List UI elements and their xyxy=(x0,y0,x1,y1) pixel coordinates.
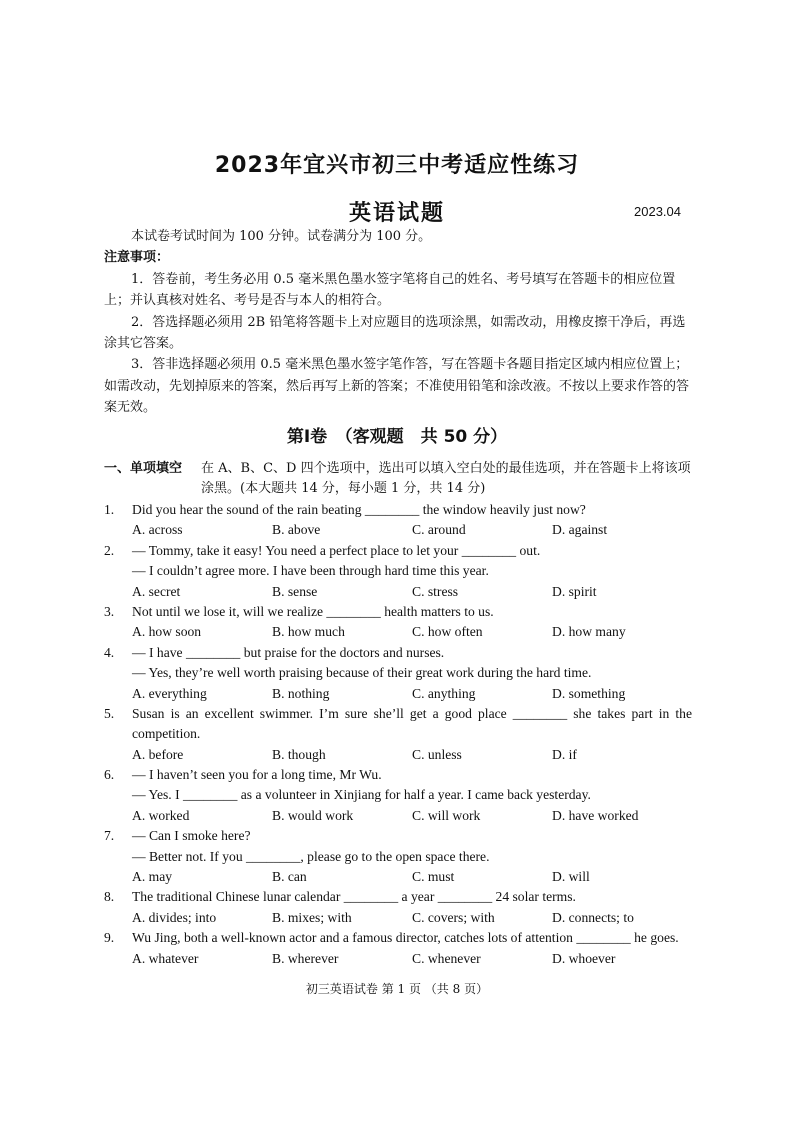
question-6-text: — Yes. I ________ as a volunteer in Xinjiang for half a year. I came back yesterday. xyxy=(132,787,591,803)
question-3-line-1 xyxy=(104,602,696,622)
question-6-number: 6. xyxy=(104,767,115,783)
question-2-text: — Tommy, take it easy! You need a perfect place to let your ________ out. xyxy=(132,542,541,558)
question-8-options xyxy=(104,908,696,928)
question-5-line-1 xyxy=(104,704,696,724)
question-5-text: competition. xyxy=(132,726,201,742)
question-4-number: 4. xyxy=(104,644,115,660)
question-5-line-2 xyxy=(104,724,696,744)
question-6-line-1 xyxy=(104,765,696,785)
question-1-text: Did you hear the sound of the rain beating ________ the window heavily just now? xyxy=(132,502,586,517)
duration-line: 本试卷考试时间为 100 分钟。试卷满分为 100 分。 xyxy=(131,229,432,244)
question-5-option-c: C. unless xyxy=(412,746,462,762)
question-8-option-b: B. mixes; with xyxy=(272,909,352,925)
question-5-number: 5. xyxy=(104,705,115,721)
question-2-line-1 xyxy=(104,541,696,561)
question-4-options xyxy=(104,684,696,704)
question-2-number: 2. xyxy=(104,542,115,558)
question-9-number: 9. xyxy=(104,930,115,946)
question-7-option-d: D. will xyxy=(552,869,590,885)
page-footer: 初三英语试卷 第 1 页 （共 8 页） xyxy=(305,982,489,996)
exam-subtitle: 英语试题 xyxy=(348,201,445,226)
question-3-option-d: D. how many xyxy=(552,624,626,640)
question-5-options xyxy=(104,745,696,765)
question-7-options xyxy=(104,867,696,887)
question-1-line-1 xyxy=(104,500,696,520)
question-9-option-a: A. whatever xyxy=(132,950,199,966)
question-6-option-d: D. have worked xyxy=(552,807,639,823)
question-5-option-d: D. if xyxy=(552,746,577,762)
question-3-option-a: A. how soon xyxy=(132,624,202,640)
question-9-text: Wu Jing, both a well-known actor and a famous director, catches lots of attention ________ he goes. xyxy=(132,930,679,946)
question-2-line-2 xyxy=(104,561,696,581)
question-1-option-d: D. against xyxy=(552,522,608,538)
question-7-option-b: B. can xyxy=(272,869,307,885)
question-8-option-a: A. divides; into xyxy=(132,909,217,925)
question-4-option-c: C. anything xyxy=(412,685,476,701)
question-1-option-a: A. across xyxy=(132,522,183,538)
exam-title: 2023年宜兴市初三中考适应性练习 xyxy=(214,153,580,178)
notice-heading: 注意事项： xyxy=(104,250,170,266)
question-7-option-a: A. may xyxy=(132,869,173,885)
question-3-text: Not until we lose it, will we realize ________ health matters to us. xyxy=(132,603,494,619)
question-4-line-1 xyxy=(104,643,696,663)
question-4-text: — Yes, they’re well worth praising because of their great work during the hard time. xyxy=(132,665,592,681)
question-9-option-b: B. wherever xyxy=(272,950,339,966)
question-9-line-1 xyxy=(104,928,696,948)
question-7-text: — Can I smoke here? xyxy=(132,828,251,844)
question-list xyxy=(104,500,696,969)
notice-item-1: 1．答卷前，考生务必用 0.5 毫米黑色墨水签字笔将自己的姓名、考号填写在答题卡的相应位置上；并认真核对姓名、考号是否与本人的相符合。 xyxy=(104,271,676,309)
question-6-option-c: C. will work xyxy=(412,807,481,823)
question-5-text: Susan is an excellent swimmer. I’m sure she’ll get a good place ________ she takes part in the xyxy=(132,705,692,721)
question-6-text: — I haven’t seen you for a long time, Mr Wu. xyxy=(132,767,382,783)
question-7-number: 7. xyxy=(104,828,115,844)
question-3-option-c: C. how often xyxy=(412,624,483,640)
question-1-option-b: B. above xyxy=(272,522,321,538)
question-2-option-c: C. stress xyxy=(412,583,459,599)
question-8-line-1 xyxy=(104,887,696,907)
question-7-option-c: C. must xyxy=(412,869,455,885)
question-7-text: — Better not. If you ________, please go to the open space there. xyxy=(132,848,490,864)
question-5-option-b: B. though xyxy=(272,746,326,762)
question-8-number: 8. xyxy=(104,889,115,905)
question-1-option-c: C. around xyxy=(412,522,466,538)
question-1-number: 1. xyxy=(104,502,115,517)
question-2-text: — I couldn’t agree more. I have been through hard time this year. xyxy=(132,563,489,579)
question-3-options xyxy=(104,622,696,642)
question-7-line-1 xyxy=(104,826,696,846)
section-title: 第Ⅰ卷 （客观题 共 50 分） xyxy=(286,427,508,447)
question-2-option-b: B. sense xyxy=(272,583,318,599)
question-2-options xyxy=(104,582,696,602)
notice-item-3: 3．答非选择题必须用 0.5 毫米黑色墨水签字笔作答，写在答题卡各题目指定区域内相应位置上；如需改动，先划掉原来的答案，然后再写上新的答案；不准使用铅笔和涂改液。不按以上要求作答的答案无效。 xyxy=(104,357,690,416)
question-4-option-a: A. everything xyxy=(132,685,207,701)
question-4-option-d: D. something xyxy=(552,685,626,701)
notice-item-2: 2．答选择题必须用 2B 铅笔将答题卡上对应题目的选项涂黑，如需改动，用橡皮擦干净后，再选涂其它答案。 xyxy=(104,314,686,352)
question-2-option-d: D. spirit xyxy=(552,583,597,599)
question-1-options xyxy=(104,520,696,540)
question-3-number: 3. xyxy=(104,603,115,619)
question-9-option-c: C. whenever xyxy=(412,950,481,966)
question-2-option-a: A. secret xyxy=(132,583,181,599)
question-4-option-b: B. nothing xyxy=(272,685,330,701)
question-5-option-a: A. before xyxy=(132,746,184,762)
exam-instructions xyxy=(104,226,694,419)
part-instruction: 在 A、B、C、D 四个选项中，选出可以填入空白处的最佳选项，并在答题卡上将该项涂黑。(本大题共 14 分，每小题 1 分，共 14 分) xyxy=(201,461,691,496)
question-8-option-c: C. covers; with xyxy=(412,909,495,925)
part-label: 一、单项填空 xyxy=(104,461,183,476)
question-6-line-2 xyxy=(104,785,696,805)
question-4-text: — I have ________ but praise for the doctors and nurses. xyxy=(132,644,445,660)
question-8-option-d: D. connects; to xyxy=(552,909,634,925)
question-6-options xyxy=(104,806,696,826)
question-6-option-b: B. would work xyxy=(272,807,354,823)
question-3-option-b: B. how much xyxy=(272,624,345,640)
question-7-line-2 xyxy=(104,847,696,867)
question-9-options xyxy=(104,949,696,969)
question-8-text: The traditional Chinese lunar calendar ________ a year ________ 24 solar terms. xyxy=(132,889,576,905)
question-4-line-2 xyxy=(104,663,696,683)
question-6-option-a: A. worked xyxy=(132,807,190,823)
question-9-option-d: D. whoever xyxy=(552,950,616,966)
exam-date: 2023.04 xyxy=(634,204,681,219)
